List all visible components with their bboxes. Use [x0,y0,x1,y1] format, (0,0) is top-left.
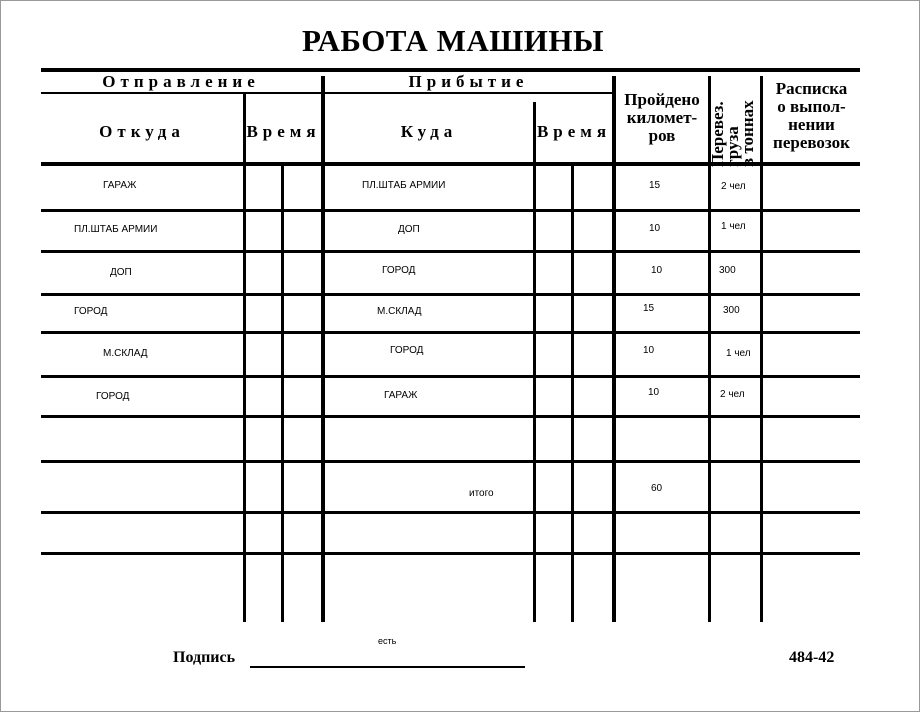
form-title: РАБОТА МАШИНЫ [302,23,604,58]
header-receipt-line: перевозок [773,133,850,152]
cell-to: ПЛ.ШТАБ АРМИИ [362,180,446,191]
column-rule [571,164,574,622]
header-km-line: километ- [626,108,698,127]
header-receipt [763,80,860,152]
column-rule [612,76,616,622]
header-from: Откуда [99,122,185,141]
column-rule [533,102,536,622]
cell-km: 10 [643,345,655,356]
cell-from: ГОРОД [96,391,130,402]
cell-km: 10 [649,223,661,234]
total-label: итого [469,488,494,499]
cell-cargo: 2 чел [721,181,746,192]
cell-from: ДОП [110,267,132,278]
header-arrival: Прибытие [408,72,529,91]
column-rule [760,76,763,622]
header-km-line: ров [648,126,676,145]
header-cargo-line: в тоннах [738,100,757,167]
cell-cargo: 1 чел [726,348,751,359]
cell-to: ГАРАЖ [384,390,418,401]
cell-from: М.СКЛАД [103,348,148,359]
cell-to: ГОРОД [382,265,416,276]
signature-label: Подпись [173,649,236,666]
header-cargo-line: Перевез. [708,101,727,167]
header-km [616,91,708,145]
row-rule [41,460,860,463]
cell-to: М.СКЛАД [377,306,422,317]
cell-km: 15 [649,180,661,191]
header-time-departure: Время [246,122,321,141]
header-cargo [710,77,758,167]
row-rule [41,293,860,296]
row-rule [41,552,860,555]
cell-to: ГОРОД [390,345,424,356]
row-rule [41,375,860,378]
row-rule [41,415,860,418]
column-rule [243,94,246,622]
cell-cargo: 300 [723,305,740,316]
header-receipt-line: о выпол- [777,97,846,116]
cell-from: ГАРАЖ [103,180,137,191]
cell-to: ДОП [398,224,420,235]
cell-cargo: 2 чел [720,389,745,400]
header-km-line: Пройдено [624,90,700,109]
header-subrule-left [41,92,324,94]
header-to: Куда [400,122,458,141]
header-receipt-line: нении [788,115,835,134]
signature-note: есть [378,636,397,646]
cell-km: 15 [643,303,655,314]
cell-km: 10 [648,387,660,398]
header-subrule-right [324,92,615,94]
cell-cargo: 1 чел [721,221,746,232]
form-number: 484-42 [789,649,835,666]
row-rule [41,209,860,212]
header-cargo-line: груза [723,126,742,167]
signature-line [250,666,525,668]
total-km: 60 [651,483,663,494]
cell-from: ГОРОД [74,306,108,317]
header-departure: Отправление [102,72,260,91]
column-rule [281,164,284,622]
row-rule [41,511,860,514]
cell-from: ПЛ.ШТАБ АРМИИ [74,224,158,235]
row-rule [41,250,860,253]
column-rule [321,76,325,622]
header-time-arrival: Время [536,122,612,141]
cell-cargo: 300 [719,265,736,276]
row-rule [41,331,860,334]
cell-km: 10 [651,265,663,276]
header-receipt-line: Расписка [775,79,848,98]
